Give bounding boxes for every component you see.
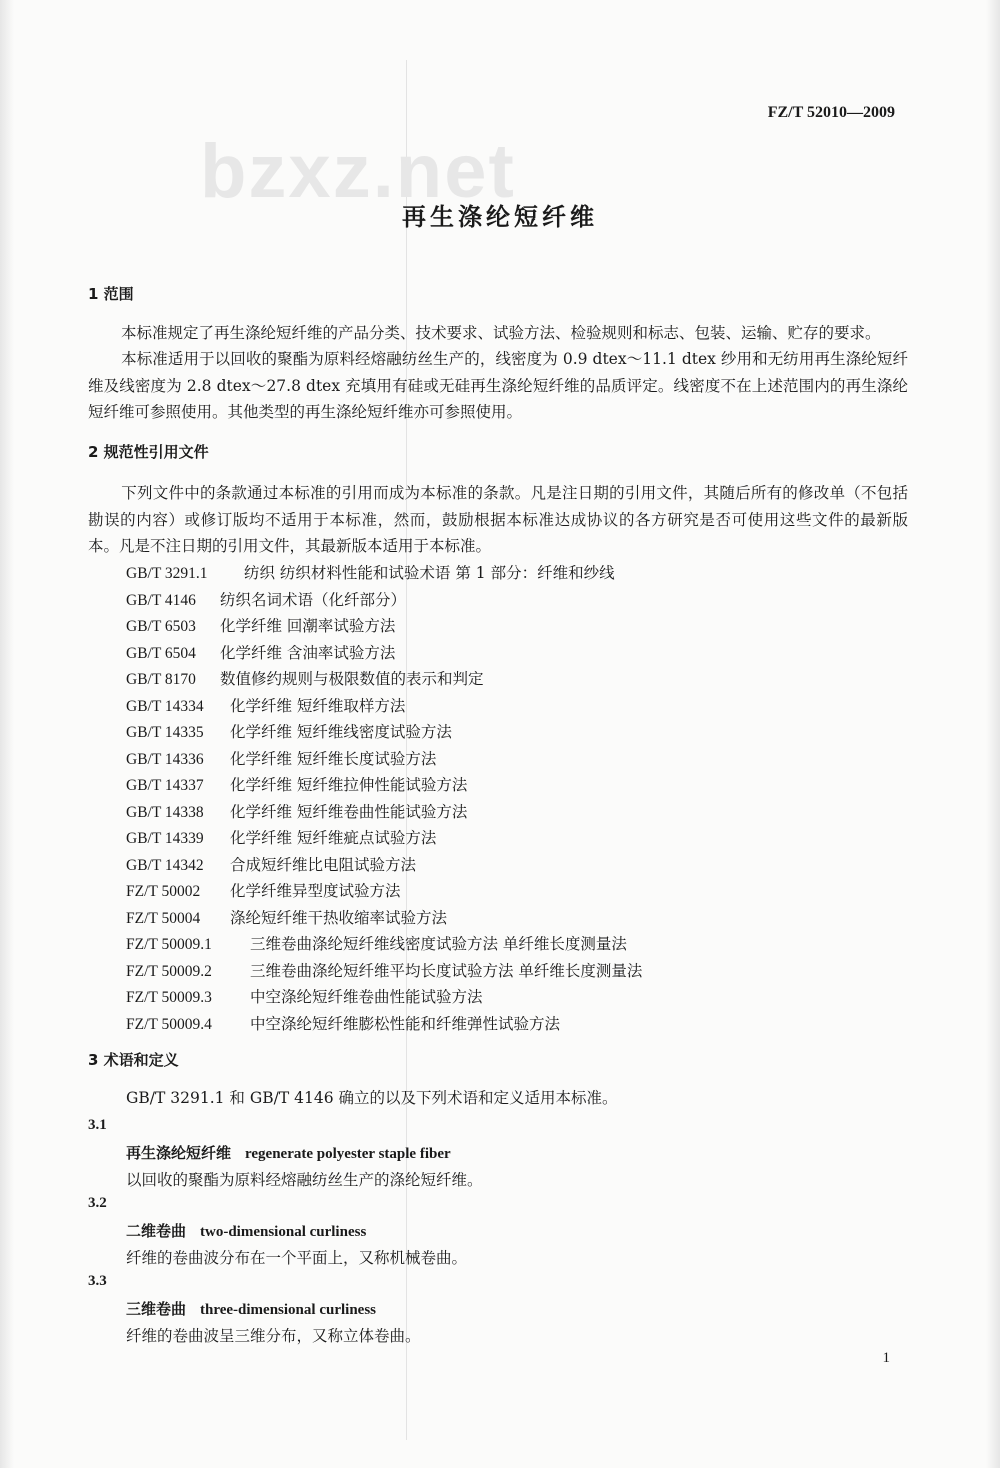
page-number: 1 (882, 1350, 890, 1366)
reference-item: GB/T 6503 化学纤维 回潮率试验方法 (126, 617, 396, 635)
term-heading: 二维卷曲 two-dimensional curliness (126, 1222, 367, 1240)
standard-number: FZ/T 52010—2009 (767, 104, 895, 121)
term-definition: 以回收的聚酯为原料经熔融纺丝生产的涤纶短纤维。 (126, 1171, 483, 1189)
term-number: 3.3 (88, 1273, 107, 1289)
reference-item: GB/T 8170 数值修约规则与极限数值的表示和判定 (126, 670, 484, 688)
reference-item: GB/T 14336 化学纤维 短纤维长度试验方法 (126, 749, 437, 768)
reference-item: GB/T 14334 化学纤维 短纤维取样方法 (126, 696, 406, 715)
term-heading: 三维卷曲 three-dimensional curliness (126, 1300, 376, 1318)
section-1-para-2: 本标准适用于以回收的聚酯为原料经熔融纺丝生产的，线密度为 0.9 dtex～11.1 dtex 纱用和无纺用再生涤纶短纤维及线密度为 2.8 dtex～27.8 dtex 充填用有硅或无硅再生涤纶短纤维的品质评定。线密度不在上述范围内的再生涤纶短纤维可参照使用。其他类型的再生涤纶短纤维亦可参照使用。 (88, 350, 908, 421)
reference-item: FZ/T 50009.1 三维卷曲涤纶短纤维线密度试验方法 单纤维长度测量法 (126, 935, 627, 953)
reference-item: FZ/T 50002 化学纤维异型度试验方法 (126, 882, 401, 900)
term-definition: 纤维的卷曲波呈三维分布，又称立体卷曲。 (126, 1327, 421, 1345)
reference-item: FZ/T 50009.4 中空涤纶短纤维膨松性能和纤维弹性试验方法 (126, 1014, 561, 1033)
term-definition: 纤维的卷曲波分布在一个平面上，又称机械卷曲。 (126, 1249, 468, 1267)
reference-list (126, 560, 642, 1037)
reference-item: GB/T 6504 化学纤维 含油率试验方法 (126, 643, 396, 662)
section-2-heading: 2 规范性引用文件 (88, 443, 209, 461)
reference-item: FZ/T 50009.3 中空涤纶短纤维卷曲性能试验方法 (126, 988, 483, 1006)
reference-item: GB/T 14335 化学纤维 短纤维线密度试验方法 (126, 723, 452, 741)
reference-item: GB/T 4146 纺织名词术语（化纤部分） (126, 590, 407, 609)
reference-item: FZ/T 50009.2 三维卷曲涤纶短纤维平均长度试验方法 单纤维长度测量法 (126, 961, 643, 980)
reference-item: GB/T 14338 化学纤维 短纤维卷曲性能试验方法 (126, 802, 468, 821)
reference-item: FZ/T 50004 涤纶短纤维干热收缩率试验方法 (126, 908, 448, 927)
watermark: bzxz.net (200, 129, 516, 214)
term-number: 3.2 (88, 1195, 107, 1211)
reference-item: GB/T 14337 化学纤维 短纤维拉伸性能试验方法 (126, 776, 468, 794)
reference-item: GB/T 14339 化学纤维 短纤维疵点试验方法 (126, 829, 437, 847)
section-1-para-1: 本标准规定了再生涤纶短纤维的产品分类、技术要求、试验方法、检验规则和标志、包装、运输、贮存的要求。 (121, 324, 881, 342)
term-heading: 再生涤纶短纤维 regenerate polyester staple fiber (126, 1144, 451, 1162)
section-2-intro: 下列文件中的条款通过本标准的引用而成为本标准的条款。凡是注日期的引用文件，其随后所有的修改单（不包括勘误的内容）或修订版均不适用于本标准，然而，鼓励根据本标准达成协议的各方研究是否可使用这些文件的最新版本。凡是不注日期的引用文件，其最新版本适用于本标准。 (88, 484, 908, 555)
document-title: 再生涤纶短纤维 (402, 203, 598, 231)
term-number: 3.1 (88, 1117, 107, 1133)
reference-item: GB/T 14342 合成短纤维比电阻试验方法 (126, 855, 417, 874)
section-3-intro: GB/T 3291.1 和 GB/T 4146 确立的以及下列术语和定义适用本标准。 (126, 1089, 618, 1107)
section-3-heading: 3 术语和定义 (88, 1051, 179, 1069)
reference-item: GB/T 3291.1 纺织 纺织材料性能和试验术语 第 1 部分：纤维和纱线 (126, 564, 615, 582)
section-1-heading: 1 范围 (88, 285, 134, 303)
